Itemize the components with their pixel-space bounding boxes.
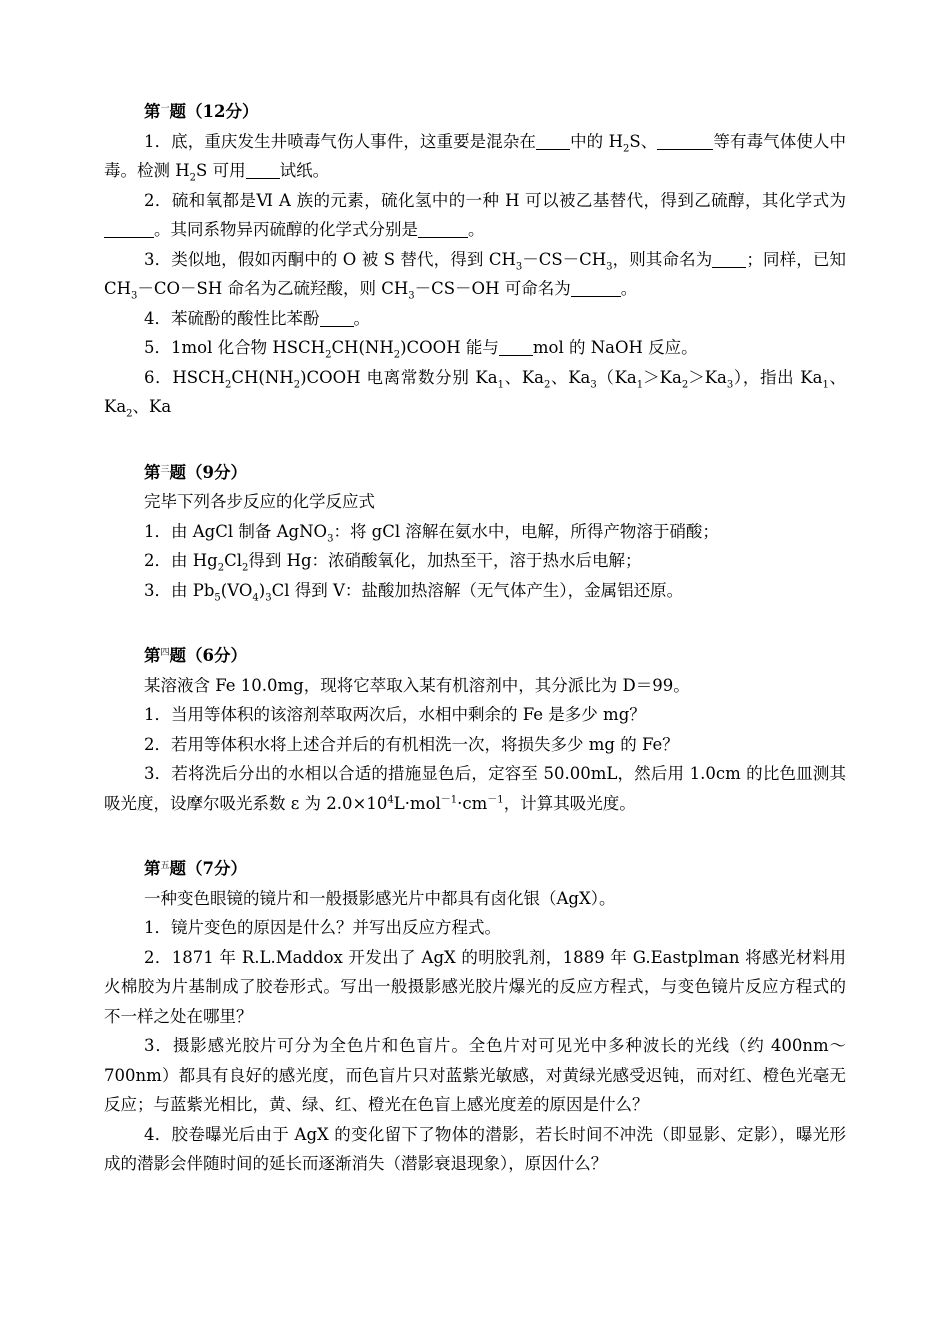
question-1-heading: 第$^一$题（12分） (144, 102, 259, 121)
q5-item-3: 3．摄影感光胶片可分为全色片和色盲片。全色片对可见光中多种波长的光线（约 400nm～700nm）都具有良好的感光度，而色盲片只对蓝紫光敏感，对黄绿光感受迟钝，而对红、橙色光毫无反应；与蓝紫光相比，黄、绿、红、橙光在色盲上感光度差的原因是什么？ (104, 1036, 846, 1114)
q1-item-3: 3．类似地，假如丙酮中的 O 被 S 替代，得到 $CH_3-CS-CH_3$，则其命名为 ；同样，已知 $CH_3-CO-SH$ 命名为乙硫羟酸，则 $CH_3-CS-OH$ 可命名为 。 (104, 249, 846, 302)
q1-item-6: 6．$HSCH_2CH(NH_2)COOH$ 电离常数分别 $Ka_1$、$Ka_2$、$Ka_3(Ka_1>Ka_2>Ka_3)$，指出 $Ka_1$、$Ka_2$、Ka (104, 367, 846, 420)
answer-blank[interactable] (418, 220, 468, 238)
answer-blank[interactable] (571, 279, 621, 297)
q5-intro: 一种变色眼镜的镜片和一般摄影感光片中都具有卤化银（AgX）。 (144, 888, 616, 908)
q4-item-2: 2．若用等体积水将上述合并后的有机相洗一次，将损失多少 mg 的 Fe？ (144, 734, 679, 754)
answer-blank[interactable] (499, 338, 533, 356)
answer-blank[interactable] (104, 220, 154, 238)
answer-blank[interactable] (536, 131, 570, 149)
q1-item-5: 5．1mol 化合物 $HSCH_2CH(NH_2)COOH$ 能与 mol 的 NaOH 反应。 (144, 338, 698, 361)
q4-item-3: 3．若将洗后分出的水相以合适的措施显色后，定容至 50.00mL，然后用 1.0cm 的比色皿测其吸光度，设摩尔吸光系数 ε 为 $2.0\times 10^4L\cdot mol^{-1}\cdot cm^{-1}$，计算其吸光度。 (104, 764, 846, 813)
q5-item-2: 2．1871 年 R.L.Maddox 开发出了 AgX 的明胶乳剂，1889 年 G.Eastplman 将感光材料用火棉胶为片基制成了胶卷形式。写出一般摄影感光胶片爆光的反应方程式，与变色镜片反应方程式的不一样之处在哪里？ (104, 947, 846, 1026)
answer-blank[interactable] (320, 308, 354, 326)
q5-item-1: 1．镜片变色的原因是什么？并写出反应方程式。 (144, 918, 501, 937)
q1-item-1: 1．底，重庆发生井喷毒气伤人事件，这重要是混杂在 中的 $H_2S$、 等有毒气体使人中毒。检测 $H_2S$ 可用 试纸。 (104, 131, 847, 184)
q3-item-3: 3．由 $Pb_5(VO_4)_3Cl$ 得到 V：盐酸加热溶解（无气体产生），金属铝还原。 (144, 580, 684, 603)
question-3 (104, 456, 846, 606)
question-4 (104, 639, 846, 818)
q1-item-2: 2．硫和氧都是Ⅵ A 族的元素，硫化氢中的一种 H 可以被乙基替代，得到乙硫醇，其化学式为。其同系物异丙硫醇的化学式分别是 。 (104, 186, 846, 245)
question-4-heading: 第$^四$题（6分） (144, 646, 247, 665)
q3-intro: 完毕下列各步反应的化学反应式 (144, 492, 375, 511)
question-1 (104, 95, 846, 422)
answer-blank[interactable] (657, 131, 713, 149)
answer-blank[interactable] (712, 249, 746, 267)
q3-item-2: 2．由 $Hg_2Cl_2$得到 Hg：浓硝酸氧化，加热至干，溶于热水后电解； (144, 551, 642, 574)
q4-item-1: 1．当用等体积的该溶剂萃取两次后，水相中剩余的 Fe 是多少 mg？ (144, 705, 646, 724)
q5-item-4: 4．胶卷曝光后由于 AgX 的变化留下了物体的潜影，若长时间不冲洗（即显影、定影），曝光形成的潜影会伴随时间的延长而逐渐消失（潜影衰退现象），原因什么？ (104, 1124, 846, 1173)
q4-intro: 某溶液含 Fe 10.0mg，现将它萃取入某有机溶剂中，其分派比为 D＝99。 (144, 675, 690, 695)
question-5-heading: 第$^五$题（7分） (144, 859, 247, 878)
q3-item-1: 1．由 AgCl 制备 AgNO$_3$：将 gCl 溶解在氨水中，电解，所得产物溶于硝酸； (144, 521, 719, 544)
question-3-heading: 第$^三$题（9分） (144, 462, 247, 482)
q1-item-4: 4．苯硫酚的酸性比苯酚 。 (144, 308, 370, 328)
question-5 (104, 852, 846, 1179)
answer-blank[interactable] (246, 161, 280, 179)
